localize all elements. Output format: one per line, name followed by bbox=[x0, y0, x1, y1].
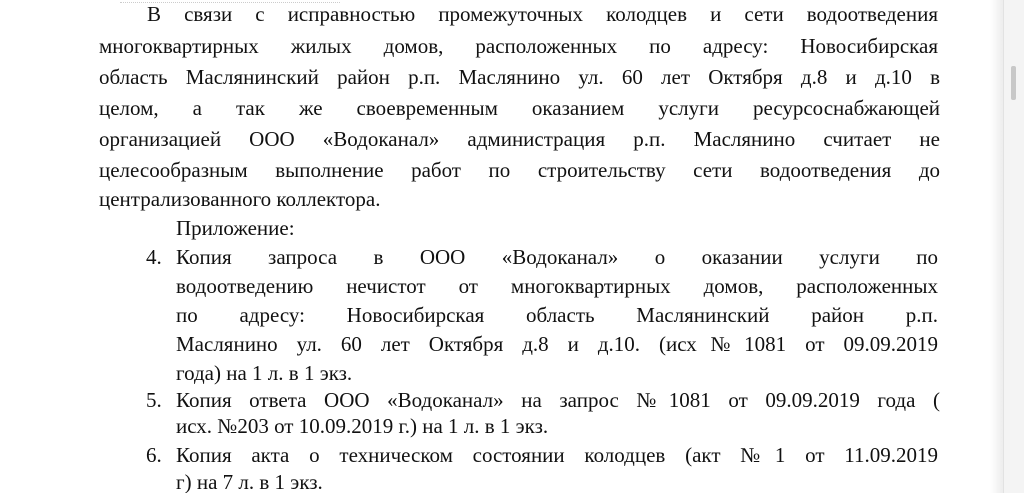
scrollbar-thumb[interactable] bbox=[1011, 66, 1016, 100]
appendix-item-4-number: 4. bbox=[146, 245, 162, 269]
appendix-item-5-line-1: Копия ответа ООО «Водоканал» на запрос №1081 от 09.09.2019 года ( bbox=[176, 388, 940, 412]
appendix-heading: Приложение: bbox=[176, 216, 295, 240]
paragraph-line-1: В связи с исправностью промежуточных колодцев и сети водоотведения bbox=[147, 2, 938, 26]
appendix-item-4-line-1: Копия запроса в ООО «Водоканал» о оказании услуги по bbox=[176, 245, 938, 269]
appendix-item-5-line-2: исх. №203 от 10.09.2019 г.) на 1 л. в 1 экз. bbox=[176, 414, 549, 438]
paragraph-line-3: область Маслянинский район р.п. Маслянино ул. 60 лет Октября д.8 и д.10 в bbox=[99, 65, 940, 89]
paragraph-line-5: организацией ООО «Водоканал» администрация р.п. Маслянино считает не bbox=[99, 127, 940, 151]
appendix-item-4-line-5: года) на 1 л. в 1 экз. bbox=[176, 361, 353, 385]
appendix-item-5-number: 5. bbox=[146, 388, 162, 412]
appendix-item-6-line-2: г) на 7 л. в 1 экз. bbox=[176, 470, 323, 493]
appendix-item-4-line-4: Маслянино ул. 60 лет Октября д.8 и д.10. (исх№1081 от 09.09.2019 bbox=[176, 332, 938, 356]
paragraph-line-6: целесообразным выполнение работ по строительству сети водоотведения до bbox=[99, 158, 940, 182]
vertical-scrollbar[interactable] bbox=[1003, 0, 1024, 493]
paragraph-line-4: целом, а так же своевременным оказанием услуги ресурсоснабжающей bbox=[99, 96, 940, 120]
appendix-item-4-line-2: водоотведению нечистот от многоквартирных домов, расположенных bbox=[176, 274, 938, 298]
appendix-item-6-number: 6. bbox=[146, 443, 162, 467]
page-edge-shadow bbox=[990, 0, 1004, 493]
appendix-item-6-line-1: Копия акта о техническом состоянии колодцев (акт №1 от 11.09.2019 bbox=[176, 443, 938, 467]
paragraph-line-2: многоквартирных жилых домов, расположенных по адресу: Новосибирская bbox=[99, 34, 938, 58]
appendix-item-4-line-3: по адресу: Новосибирская область Маслянинский район р.п. bbox=[176, 303, 938, 327]
paragraph-line-7: централизованного коллектора. bbox=[99, 187, 381, 211]
